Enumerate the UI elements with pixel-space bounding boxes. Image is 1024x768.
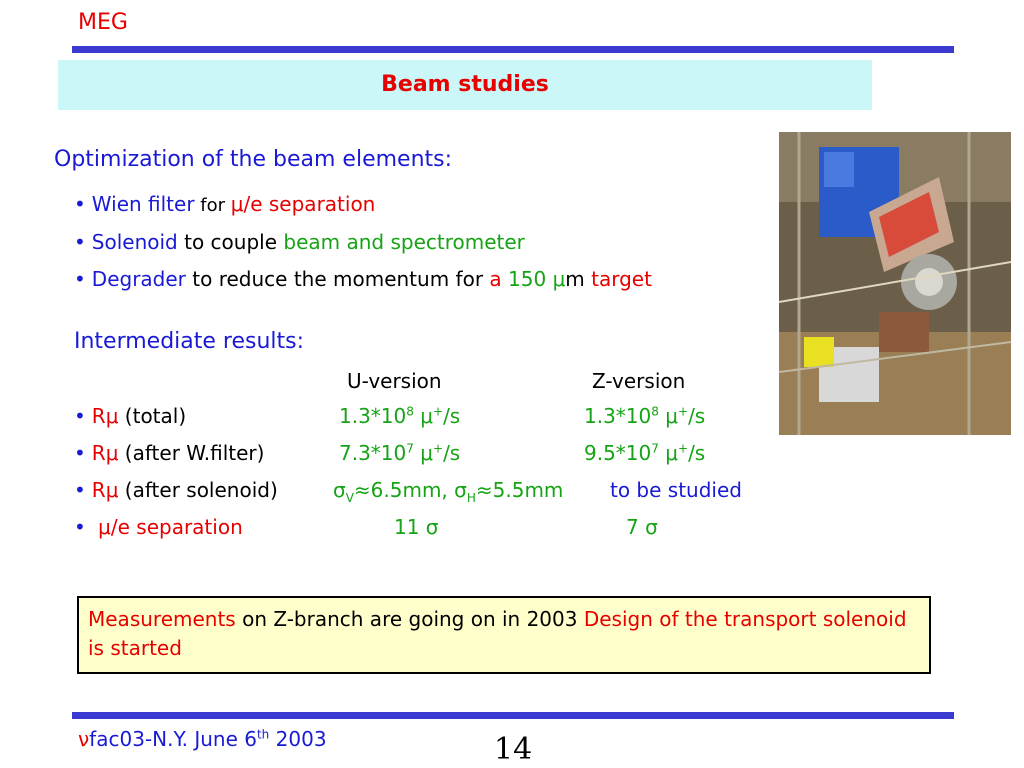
rate-symbol: R [91,441,106,465]
bullet-dot: • [74,478,86,502]
result-z-value: to be studied [610,478,742,502]
note-measurements: Measurements [88,607,236,631]
bullet-dot: • [74,192,86,216]
unit-mu: μ [413,441,433,465]
rate-symbol: R [91,478,106,502]
footer-year: 2003 [269,727,327,751]
bullet-dot: • [74,404,86,428]
rate-symbol: R [91,404,106,428]
bullet-highlight: beam and spectrometer [283,230,525,254]
value-exp: 7 [406,441,414,456]
bottom-rule [72,712,954,719]
bullet-dot: • [74,441,86,465]
unit-mu: μ [413,404,433,428]
photo-illustration [779,132,1011,435]
section-heading: Optimization of the beam elements: [54,147,453,172]
value-base: 7.3*10 [339,441,407,465]
bullet-term: Wien filter [91,192,195,216]
note-text [88,605,918,663]
note-design: Design of the transport solenoid is started [88,607,907,660]
nu-symbol: ν [78,727,90,751]
bullet-dot: • [74,230,86,254]
bullet-value: 150 [508,267,553,291]
sigma-symbol: σ [333,478,346,502]
column-header-u: U-version [347,369,442,393]
unit-mu: μ [658,441,678,465]
slide-title: Beam studies [381,72,549,97]
mu-symbol: μ [105,441,119,465]
row-label: (after W.filter) [118,441,265,465]
bullet-dot: • [74,267,86,291]
result-u-value [339,441,460,465]
row-label: μ/e separation [91,515,243,539]
unit-mu: μ [658,404,678,428]
result-row-label [74,404,186,428]
bullet-a: a [489,267,509,291]
mu-symbol: μ [105,404,119,428]
value-exp: 8 [406,404,414,419]
unit-sup: + [678,441,689,456]
row-label: (total) [118,404,187,428]
bullet-solenoid [74,230,525,254]
sigma-value: ≈5.5mm [475,478,564,502]
result-u-value: 11 σ [394,515,439,539]
row-label: (after solenoid) [118,478,278,502]
page-number: 14 [494,732,533,767]
mu-symbol: μ [105,478,119,502]
result-z-value: 7 σ [626,515,658,539]
bullet-text: for [194,195,231,216]
value-exp: 7 [651,441,659,456]
bullet-term: Degrader [91,267,186,291]
result-u-value [333,478,564,505]
bullet-dot: • [74,515,86,539]
footer-sup: th [256,727,270,742]
value-base: 1.3*10 [584,404,652,428]
unit-rest: /s [443,441,461,465]
bullet-text: to reduce the momentum for [185,267,490,291]
footer-text [78,727,327,751]
result-row-label [74,441,264,465]
sigma-symbol: σ [454,478,467,502]
column-header-z: Z-version [592,369,686,393]
bullet-mu: μ [552,267,566,291]
top-rule [72,46,954,53]
results-heading: Intermediate results: [74,329,305,354]
bullet-target: target [591,267,652,291]
bullet-highlight: μ/e separation [230,192,376,216]
result-z-value [584,404,705,428]
result-u-value [339,404,460,428]
bullet-text: to couple [177,230,284,254]
result-row-label [74,515,243,539]
beamline-photo [779,132,1011,435]
unit-rest: /s [443,404,461,428]
note-body: on Z-branch are going on in 2003 [235,607,584,631]
unit-rest: /s [688,441,706,465]
footer-body: fac03-N.Y. June 6 [89,727,257,751]
top-label: MEG [78,10,128,35]
value-exp: 8 [651,404,659,419]
value-base: 9.5*10 [584,441,652,465]
result-z-value [584,441,705,465]
unit-rest: /s [688,404,706,428]
bullet-term: Solenoid [91,230,178,254]
bullet-unit: m [565,267,592,291]
bullet-wien-filter [74,192,375,216]
result-row-label [74,478,278,502]
sigma-sub: V [345,491,354,505]
unit-sup: + [433,404,444,419]
bullet-degrader [74,267,652,291]
value-base: 1.3*10 [339,404,407,428]
sigma-sub: H [466,491,476,505]
unit-sup: + [678,404,689,419]
sigma-value: ≈6.5mm, [353,478,455,502]
unit-sup: + [433,441,444,456]
